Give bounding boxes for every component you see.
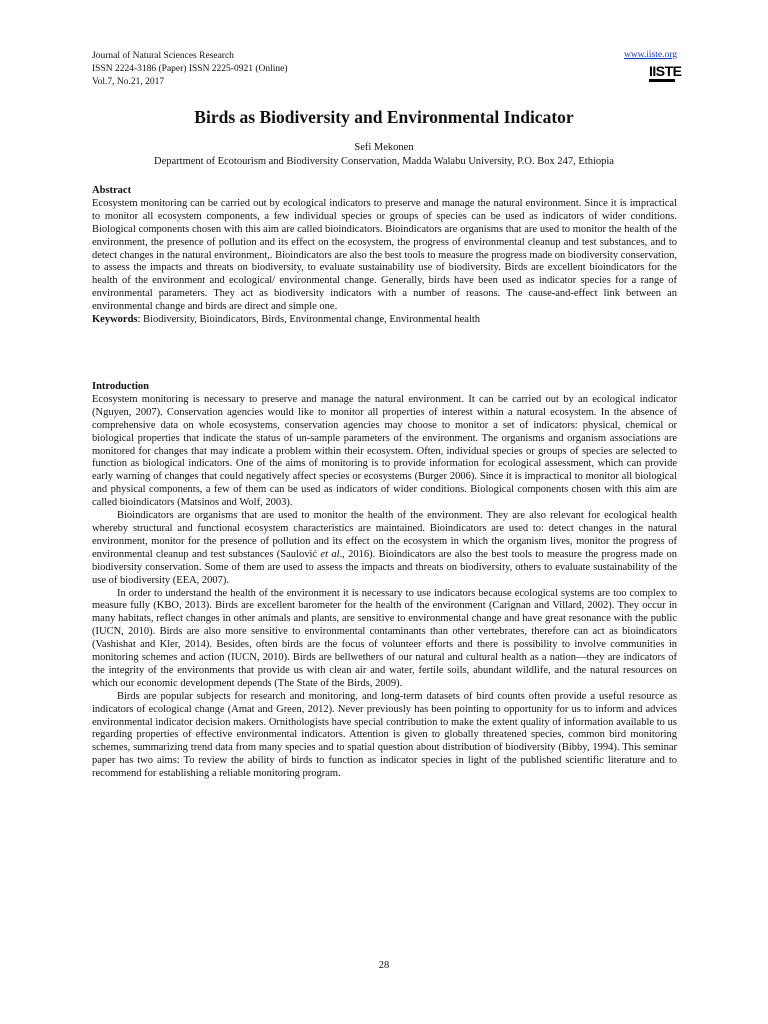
abstract-heading: Abstract: [92, 185, 132, 196]
paper-title: Birds as Biodiversity and Environmental Indicator: [194, 107, 574, 127]
intro-paragraph-4: Birds are popular subjects for research and monitoring, and long-term datasets of bird counts often provide a useful resource as indicators of ecological change (Amat and Green, 2012). Never previously has been pointing to opportunity for us to inform and advices environmental indicator decision makers. Ornithologists have special contribution to make the extent quality of information available to us regarding properties of effective environmental indicators. Attention is given to globally threatened species, common bird monitoring schemes, summarizing trend data from many species and to spatial question about distribution of biodiversity (Bibby, 1994). This seminar paper has two aims: To review the ability of birds to function as indicator species in light of the published scientific literature and to recommend for establishing a reliable monitoring program.: [92, 690, 677, 780]
abstract-section: [92, 185, 677, 327]
intro-paragraph-2-part-b: ., 2016). Bioindicators are also the best tools to measure the progress made on biodiversity conservation. Some of them are used to assess the impacts and threats on biodiversity, others to evaluate sustainability of the use of biodiversity (EEA, 2007).: [92, 548, 678, 586]
introduction-section: [92, 381, 677, 781]
author-affiliation: Department of Ecotourism and Biodiversity Conservation, Madda Walabu University, P.O. Box 247, Ethiopia: [154, 156, 614, 167]
volume-line: Vol.7, No.21, 2017: [92, 77, 165, 87]
introduction-heading: Introduction: [92, 381, 149, 392]
keywords-line: [92, 314, 677, 327]
intro-paragraph-1: Ecosystem monitoring is necessary to preserve and manage the natural environment. It can be carried out by an ecological indicator (Nguyen, 2007). Conservation agencies would like to monitor all properties of interest within a natural ecosystem. In the absence of comprehensive data on whole ecosystems, conservation agencies may choose to monitor a set of indicators: physical, chemical or biological properties that indicate the status of un-sample parameters of the environment. The organisms and organism associations are monitored for changes that may indicate a problem within their ecosystem. Often, individual species or groups of species are selected to function as biological indicators. One of the aims of monitoring is to provide information for ecological assessment, which can provide early warning of changes that could negatively affect species or ecosystems (Burger 2006). Since it is impractical to monitor all biological and physical components, a few of them can be used as indicators of wider conditions. Biological components chosen with this aim are called bioindicators (Matsinos and Wolf, 2003).: [92, 393, 677, 509]
intro-paragraph-2: [92, 510, 677, 587]
keywords-label: Keywords: [92, 314, 138, 326]
keywords-text: : Biodiversity, Bioindicators, Birds, Environmental change, Environmental health: [137, 314, 481, 326]
journal-name: Journal of Natural Sciences Research: [92, 51, 234, 61]
page-number: 28: [378, 960, 390, 971]
iiste-logo: [649, 63, 682, 94]
intro-paragraph-3: In order to understand the health of the environment it is necessary to use indicators because ecological systems are too complex to measure fully (KBO, 2013). Birds are excellent barometer for the health of the environment (Carignan and Villard, 2002). They occur in many habitats, reflect changes in other animals and plants, are sensitive to environmental change and have great resonance with the public (IUCN, 2010). Birds are also more sensitive to environmental contaminants than other vertebrates, therefore can act as bioindicators (Vashishat and Kler, 2014). Besides, often birds are the focus of volunteer efforts and there is possibility to involve communities in monitoring schemes and action (IUCN, 2010). Birds are bellwethers of our natural and cultural health as a nation—they are indicators of the integrity of the environments that provide us with clean air and water, fertile soils, abundant wildlife, and the natural resources on which our economic development depends (The State of the Birds, 2009).: [92, 587, 677, 689]
issn-line: ISSN 2224-3186 (Paper) ISSN 2225-0921 (Online): [92, 64, 288, 74]
logo-bar: [649, 79, 675, 82]
journal-url-link[interactable]: www.iiste.org: [623, 50, 677, 60]
logo-text: IISTE: [649, 63, 682, 79]
author-name: Sefi Mekonen: [354, 142, 414, 153]
abstract-text: Ecosystem monitoring can be carried out by ecological indicators to preserve and manage the natural environment. Since it is impractical to monitor all ecosystem components, a few individual species or groups of species can be used as indicators of wider conditions. Biological components chosen with this aim are called bioindicators. Bioindicators are organisms that are used to monitor the health of the environment, the presence of pollution and its effect on the ecosystem, the progress of environmental cleanup and test substances, and to detect changes in the natural environment,. Bioindicators are also the best tools to measure the progress made on biodiversity conservation, to assess the impacts and threats on biodiversity, to evaluate sustainability use of biodiversity. Birds are excellent bioindicators for the health of the environment and ecological/ environmental change. Generally, birds have been used as indicator species for a range of environmental parameters. They act as biodiversity indicators with a number of reasons. The cause-and-effect link between an environmental change and birds are direct and simple one.: [92, 197, 677, 313]
intro-paragraph-2-part-a: Bioindicators are organisms that are used to monitor the health of the environment. They are also relevant for ecological health whereby structural and functional ecosystem characteristics are maintained. Bioindicators are used to: detect changes in the natural environment, monitor for the presence of pollution and its effect on the ecosystem in which the organism lives, monitor the progress of environmental cleanup and test substances (Saulović: [92, 510, 677, 560]
intro-paragraph-2-emphasis: et al: [320, 548, 340, 560]
journal-header: [92, 50, 288, 89]
